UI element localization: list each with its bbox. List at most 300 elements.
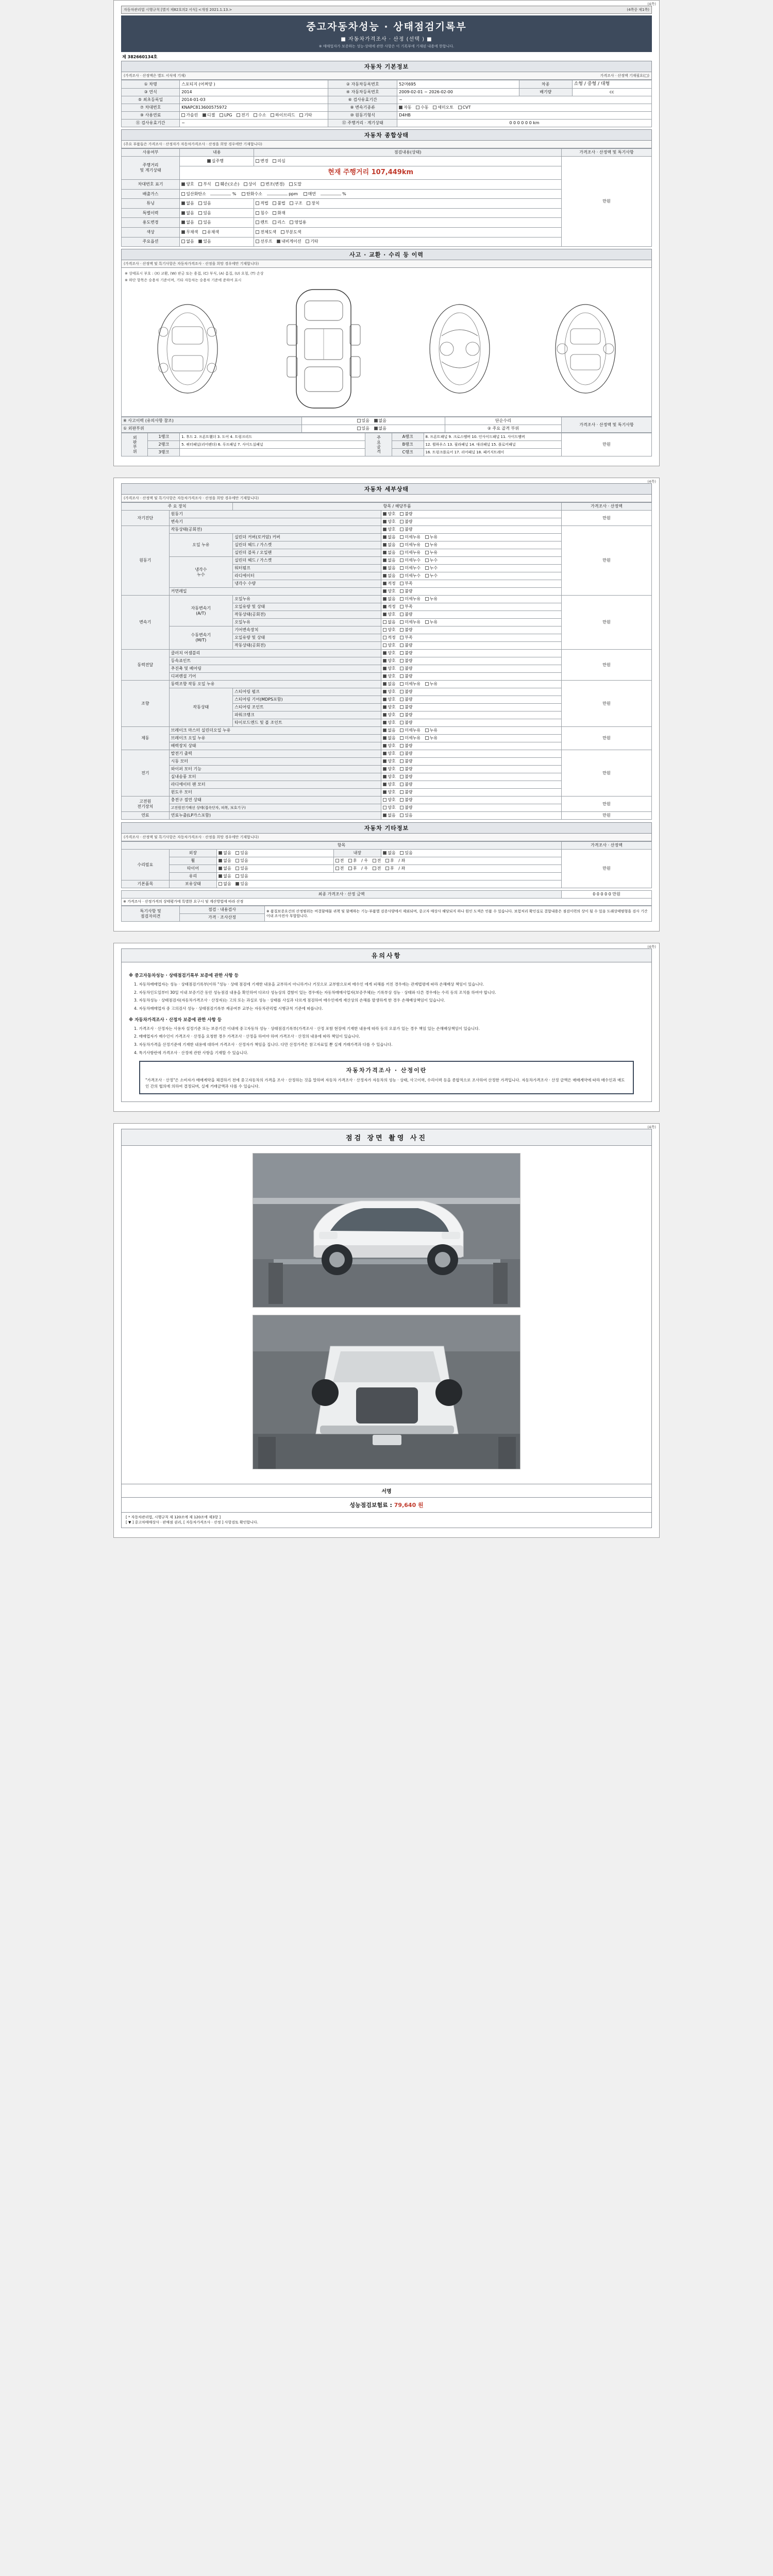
detail-item-opts-1-6 (381, 572, 562, 580)
overall-label-usage: 용도변경 (122, 218, 180, 228)
basic-value2-2: ~ (397, 96, 652, 104)
opt-bad[interactable]: 불량 (400, 689, 412, 694)
opt-bad[interactable]: 불량 (400, 527, 412, 532)
opt-good[interactable]: 양호 (383, 790, 395, 795)
detail-item-opts-1-0 (381, 526, 562, 534)
other-label-interior: 내장 (333, 850, 381, 857)
tuning-option-yes[interactable]: 있음 (198, 201, 211, 206)
opt-good[interactable]: 양호 (383, 589, 395, 594)
ext-rank1-label: 1랭크 (148, 433, 180, 441)
transmission-option-semi[interactable]: 세미오토 (433, 105, 453, 110)
accident-note: (가격조사 · 산정액 및 특기사항은 자동차가격조사 · 산정을 희망 경우에만 기재합니다) (124, 262, 259, 266)
other-opts-tire (217, 865, 333, 873)
opt-good[interactable]: 양호 (383, 628, 395, 633)
overall-opts-options (180, 237, 254, 247)
vin-option-corrosion[interactable]: 부식 (198, 182, 211, 187)
page-subnote: ※ 매매업자가 보증하는 성능·상태에 관한 사항은 이 기록부에 기재된 내용에 한합니다. (318, 44, 455, 48)
possession-option-yes[interactable]: 있음 (236, 882, 248, 887)
photo-section-title: 점검 장면 촬영 사진 (121, 1129, 652, 1146)
overall-sub-mileage (180, 157, 254, 166)
emission-option-co[interactable]: 일산화탄소 (181, 192, 206, 197)
detail-note-5: 만원 (562, 727, 652, 750)
opt-none[interactable]: 없음 (383, 543, 395, 548)
opt-minor-leak[interactable]: 미세누수 (400, 558, 421, 563)
detail-item-opts-6-4 (381, 781, 562, 789)
tire-pos-rear-left[interactable]: 후 (348, 866, 357, 871)
opt-bad[interactable]: 불량 (400, 798, 412, 803)
opt-good[interactable]: 양호 (383, 805, 395, 810)
vin-option-altered[interactable]: 변조(변경) (261, 182, 284, 187)
special-option-flood[interactable]: 침수 (256, 211, 268, 216)
detail-item-label-2-2: 작동상태(공회전) (233, 611, 381, 619)
other-opts-tire-pos (333, 865, 561, 873)
mileage-option-suspect[interactable]: 의심 (273, 159, 285, 164)
color-option-part-paint[interactable]: 부분도색 (281, 230, 301, 235)
opt-good[interactable]: 양호 (383, 705, 395, 710)
detail-item-label-1-1: 실린더 커버(로커암) 커버 (233, 534, 381, 541)
overall-label-mileage: 주행거리 및 계기상태 (122, 157, 180, 180)
opt-good[interactable]: 양호 (383, 751, 395, 756)
interior-title-cell (445, 425, 561, 433)
accident-option-no[interactable]: 없음 (374, 418, 386, 423)
interior-title: ② 주요 골격 부위 (487, 426, 519, 431)
detail-item-label-3-3: 디퍼렌셜 기어 (169, 673, 381, 681)
notice-item-2-2: 3. 자동차가격을 산정기준에 기재한 내용에 대하여 가격조사 · 산정자가 책임을 집니다. 다만 산정가격은 참고자료일 뿐 실제 거래가격과 다를 수 있습니다. (134, 1042, 393, 1047)
tuning-option-legal[interactable]: 적법 (256, 201, 268, 206)
simple-repair-label (445, 417, 561, 425)
opt-good[interactable]: 양호 (383, 743, 395, 749)
mileage-option-changed[interactable]: 변경 (256, 159, 268, 164)
table-row (122, 650, 652, 657)
opt-minor-leak[interactable]: 미세누유 (400, 682, 421, 687)
notice-item-2-0: 1. 가격조사 · 산정자는 사용자 설정기준 또는 보증기간 이내에 중고자동차 성능 · 상태점검기록부(가격조사 · 산정 포함 현장에 기재한 내용에 따라 등의 오류가 있는 경우 책임 있는 손해배상책임이 있습니다. (134, 1026, 480, 1031)
opt-good[interactable]: 양호 (383, 674, 395, 679)
opt-leak[interactable]: 누유 (425, 682, 438, 687)
options-option-none[interactable]: 없음 (181, 239, 194, 244)
transmission-option-manual[interactable]: 수동 (416, 105, 428, 110)
color-option-chromatic[interactable]: 유채색 (203, 230, 219, 235)
basic-value2-3 (397, 104, 652, 112)
opt-bad[interactable]: 불량 (400, 512, 412, 517)
tuning-option-illegal[interactable]: 불법 (273, 201, 285, 206)
opt-minor-leak[interactable]: 미세누유 (400, 597, 421, 602)
basic-note-left: (가격조사 · 산정액은 별도 서식에 기재) (124, 74, 186, 78)
detail-item-label-6-0: 발전기 출력 (169, 750, 381, 758)
basic-info-table (121, 80, 652, 127)
opt-good[interactable]: 양호 (383, 658, 395, 664)
opt-minor-leak[interactable]: 미세누수 (400, 566, 421, 571)
detail-item-label-2-3: 오일누유 (233, 619, 381, 626)
other-group-repair-needed: 수리필요 (122, 850, 170, 880)
wheel-pos-front-right[interactable]: 전 (373, 858, 381, 863)
overall-opts-color-sub (254, 228, 562, 238)
opt-leak[interactable]: 누수 (425, 566, 438, 571)
appraisal-definition-title: 자동차가격조사 · 산정이란 (346, 1067, 427, 1074)
notice-item-1-3: 4. 자동차매매업자 중 고의검사 성능 · 상태점검기록부 제공여부 교부는 자동차관리법 시행규칙 기준에 따릅니다. (134, 1006, 323, 1011)
basic-label2-4: ⑩ 원동기형식 (328, 112, 397, 120)
opt-bad[interactable]: 불량 (400, 720, 412, 725)
detail-item-opts-6-0 (381, 750, 562, 758)
opt-none[interactable]: 없음 (383, 566, 395, 571)
usage-option-rent[interactable]: 렌트 (256, 220, 268, 225)
detail-group-self-diagnosis: 자기진단 (122, 511, 170, 526)
basic-value2-4: D4HB (397, 112, 652, 120)
overall-opts-emission: 일산화탄소 % 탄화수소 ppm 매연 % (180, 189, 562, 199)
opt-bad[interactable]: 불량 (400, 651, 412, 656)
vin-option-erased[interactable]: 도말 (289, 182, 301, 187)
inspector-block-label: 특기사항 및 점검자의견 (122, 906, 180, 922)
detail-group-fuel: 연료 (122, 812, 170, 820)
glass-option-yes[interactable]: 있음 (236, 874, 248, 879)
simple-repair-option-yes[interactable]: 있음 (357, 426, 369, 431)
exterior-option-yes[interactable]: 있음 (236, 851, 248, 856)
section-other-note (121, 834, 652, 841)
fee-value: 79,640 원 (394, 1501, 424, 1509)
fuel-option-gasoline[interactable]: 가솔린 (181, 113, 198, 118)
vin-option-good[interactable]: 양호 (181, 182, 194, 187)
ext-rank1-items: 1. 후드 2. 프론트휀더 3. 도어 4. 트렁크리드 (180, 433, 365, 441)
color-option-full-paint[interactable]: 전체도색 (256, 230, 276, 235)
tire-pos-front-right[interactable]: 전 (373, 866, 381, 871)
fee-band (121, 1498, 652, 1513)
opt-none[interactable]: 없음 (383, 573, 395, 579)
table-row (122, 850, 652, 857)
opt-bad[interactable]: 불량 (400, 782, 412, 787)
detail-item-opts-2-4 (381, 626, 562, 634)
table-header-row (122, 149, 652, 157)
opt-leak[interactable]: 누유 (425, 543, 438, 548)
special-option-none[interactable]: 없음 (181, 211, 194, 216)
accident-option-yes[interactable]: 있음 (357, 418, 369, 423)
inspector-label: 점검 · 내용검사 (180, 906, 265, 914)
fuel-option-lpg[interactable]: LPG (220, 113, 232, 118)
detail-item-label-1-6: 라디에이터 (233, 572, 381, 580)
opt-minor-leak[interactable]: 미세누유 (400, 535, 421, 540)
opt-none[interactable]: 없음 (383, 620, 395, 625)
detail-item-opts-4-3 (381, 704, 562, 711)
table-row (122, 750, 652, 758)
opt-leak[interactable]: 누유 (425, 535, 438, 540)
overall-opts-mileage (254, 157, 562, 166)
interior-option-none[interactable]: 없음 (383, 851, 395, 856)
glass-option-none[interactable]: 없음 (219, 874, 231, 879)
detail-item-opts-5-2 (381, 742, 562, 750)
detail-item-label-4-3: 스티어링 조인트 (233, 704, 381, 711)
usage-option-yes[interactable]: 있음 (198, 220, 211, 225)
opt-bad[interactable]: 불량 (400, 790, 412, 795)
detail-item-opts-2-2 (381, 611, 562, 619)
page-2 (113, 478, 660, 931)
accident-history-table (121, 417, 652, 433)
table-row (122, 511, 652, 518)
inspector-bottom-note: ※ 품질보증요건의 산정범위는 비결함매물 귀책 및 함께하는 기능·부품별 검증사양에서 제외되며, 중고자 매상사 해당되지 하나 원인 도색은 인품 수 있습니다. 보험처리 확인실로 결합내용은 점검이력의 상이 될 수 있음 도래상태범형을 검사 기간이내 조사전사 부합합니다. (264, 906, 651, 922)
fuel-option-etc[interactable]: 기타 (299, 113, 312, 118)
detail-item-label-1-4: 실린더 헤드 / 가스켓 (233, 557, 381, 565)
section-accident-title: 사고 · 교환 · 수리 등 이력 (121, 249, 652, 260)
opt-leak[interactable]: 누유 (425, 620, 438, 625)
special-option-fire[interactable]: 화재 (273, 211, 285, 216)
tire-option-yes[interactable]: 있음 (236, 866, 248, 871)
int-rank2-label: B랭크 (392, 441, 424, 449)
table-row (122, 681, 652, 688)
opt-insufficient[interactable]: 부족 (400, 604, 412, 609)
opt-none[interactable]: 없음 (383, 728, 395, 733)
opt-bad[interactable]: 불량 (400, 519, 412, 524)
opt-good[interactable]: 양호 (383, 798, 395, 803)
opt-good[interactable]: 양호 (383, 720, 395, 725)
rank-note-value (562, 433, 652, 456)
opt-insufficient[interactable]: 부족 (400, 581, 412, 586)
inspection-photo-front (253, 1153, 520, 1308)
wheel-pos-rear-left[interactable]: 후 (348, 858, 357, 863)
opt-bad[interactable]: 불량 (400, 759, 412, 764)
opt-good[interactable]: 양호 (383, 651, 395, 656)
detail-sub-oil-leak: 오일 누유 (169, 534, 232, 557)
opt-good[interactable]: 양호 (383, 512, 395, 517)
wheel-option-none[interactable]: 없음 (219, 858, 231, 863)
opt-none[interactable]: 없음 (383, 597, 395, 602)
options-option-etc[interactable]: 기타 (306, 239, 318, 244)
other-opts-interior (381, 850, 562, 857)
opt-good[interactable]: 양호 (383, 612, 395, 617)
opt-good[interactable]: 양호 (383, 767, 395, 772)
opt-good[interactable]: 양호 (383, 689, 395, 694)
simple-repair-option-no[interactable]: 없음 (374, 426, 386, 431)
ext-rank2-items: 5. 쿼터패널(리어펜더) 6. 루프패널 7. 사이드실패널 (180, 441, 365, 449)
fuel-option-diesel[interactable]: 디젤 (203, 113, 215, 118)
signature-label: 서명 (381, 1488, 392, 1495)
opt-leak[interactable]: 누수 (425, 573, 438, 579)
detail-col-2: 항목 / 해당부품 (233, 503, 562, 511)
detail-item-opts-7-0 (381, 796, 562, 804)
opt-bad[interactable]: 불량 (400, 643, 412, 648)
car-front-view-icon (149, 300, 226, 398)
opt-bad[interactable]: 불량 (400, 751, 412, 756)
interior-group-label: 주요골격 (365, 433, 392, 456)
opt-good[interactable]: 양호 (383, 713, 395, 718)
opt-leak[interactable]: 누유 (425, 728, 438, 733)
opt-bad[interactable]: 불량 (400, 705, 412, 710)
opt-leak[interactable]: 누유 (425, 597, 438, 602)
opt-good[interactable]: 양호 (383, 759, 395, 764)
opt-yes[interactable]: 있음 (400, 813, 412, 818)
opt-minor-leak[interactable]: 미세누유 (400, 543, 421, 548)
opt-minor-leak[interactable]: 미세누수 (400, 573, 421, 579)
opt-bad[interactable]: 불량 (400, 743, 412, 749)
detail-item-opts-6-3 (381, 773, 562, 781)
overall-note-value: 만원 (602, 199, 611, 204)
opt-good[interactable]: 양호 (383, 782, 395, 787)
fuel-option-hybrid[interactable]: 하이브리드 (271, 113, 295, 118)
opt-adequate[interactable]: 적정 (383, 635, 395, 640)
table-row (122, 89, 652, 96)
detail-note-8: 만원 (562, 812, 652, 820)
opt-adequate[interactable]: 적정 (383, 581, 395, 586)
opt-none[interactable]: 없음 (383, 550, 395, 555)
options-option-sunroof[interactable]: 선루프 (256, 239, 272, 244)
opt-bad[interactable]: 불량 (400, 628, 412, 633)
detail-item-opts-1-7 (381, 580, 562, 588)
photo-section-body (121, 1146, 652, 1484)
ext-rank3-items (180, 449, 365, 456)
detail-note-4: 만원 (562, 681, 652, 727)
detail-item-opts-3-2 (381, 665, 562, 673)
other-label-tire: 타이어 (169, 865, 217, 873)
basic-value-extra-0: 소형 / 중형 / 대형 (572, 80, 651, 89)
opt-none[interactable]: 없음 (383, 682, 395, 687)
options-option-yes[interactable]: 있음 (198, 239, 211, 244)
overall-col-3: 가격조사 · 산정액 및 특기사항 (562, 149, 652, 157)
appraiser-label: 가격 · 조사산정 (180, 914, 265, 922)
exterior-option-none[interactable]: 없음 (219, 851, 231, 856)
opt-good[interactable]: 양호 (383, 519, 395, 524)
fuel-option-hydrogen[interactable]: 수소 (254, 113, 266, 118)
usage-option-commercial[interactable]: 영업용 (290, 220, 306, 225)
emission-option-smoke[interactable]: 매연 (304, 192, 316, 197)
final-price-condition-text: ※ 가격조사 · 산정가격의 상태평가에 특별한 요구시 및 계산방법에 따라 산정 (123, 900, 244, 904)
tuning-option-none[interactable]: 없음 (181, 201, 194, 206)
overall-opts-options-sub (254, 237, 562, 247)
detail-col-1: 주 요 장치 (122, 503, 233, 511)
accident-note-col: 가격조사 · 산정액 및 특기사항 (579, 422, 634, 427)
opt-good[interactable]: 양호 (383, 697, 395, 702)
interior-option-yes[interactable]: 있음 (400, 851, 412, 856)
other-note-col: 만원 (562, 850, 652, 888)
notice-item-1-1: 2. 자동차인도일부터 30일 이내 보증기간 동안 성능점검 내용을 확인하여 다르다 성능상의 결함이 있는 경우에는 자동차매매사업자(보증주체)는 기록부상 성능 · 상태와 다른 경우에는 수리 등의 조치를 하여야 합니다. (134, 990, 496, 995)
other-opts-exterior (217, 850, 333, 857)
transmission-option-auto[interactable]: 자동 (399, 105, 411, 110)
opt-good[interactable]: 양호 (383, 666, 395, 671)
detail-group-brake: 제동 (122, 727, 170, 750)
opt-none[interactable]: 없음 (383, 736, 395, 741)
tire-option-none[interactable]: 없음 (219, 866, 231, 871)
opt-none[interactable]: 없음 (383, 813, 395, 818)
basic-value-extra-1: cc (572, 89, 651, 96)
basic-label-3: ⑦ 차대번호 (122, 104, 180, 112)
int-rank1-label: A랭크 (392, 433, 424, 441)
wheel-option-yes[interactable]: 있음 (236, 858, 248, 863)
vin-option-different[interactable]: 상이 (244, 182, 256, 187)
detail-group-engine: 원동기 (122, 526, 170, 596)
opt-minor-leak[interactable]: 미세누유 (400, 728, 421, 733)
page-subtitle: ■ 자동차가격조사 · 산정 (선택 ) ■ (341, 37, 432, 42)
wheel-pos-rear-right[interactable]: 후 (385, 858, 394, 863)
opt-minor-leak[interactable]: 미세누유 (400, 736, 421, 741)
fuel-option-electric[interactable]: 전기 (237, 113, 249, 118)
detail-item-opts-1-2 (381, 541, 562, 549)
detail-item-label-2-4: 기어변속장치 (233, 626, 381, 634)
opt-bad[interactable]: 불량 (400, 767, 412, 772)
table-row (122, 112, 652, 120)
notice-item-1-2: 3. 자동차성능 · 상태점검자(자동차가격조사 · 산정자)는 고의 또는 과실로 성능 · 상태를 사실과 다르게 점검하여 매수인에게 재산상의 손해를 발생하게 한 경우 손해배상책임이 있습니다. (134, 998, 445, 1003)
section-overall-title: 자동차 종합상태 (121, 129, 652, 141)
opt-bad[interactable]: 불량 (400, 589, 412, 594)
table-row (122, 891, 652, 899)
opt-leak[interactable]: 누수 (425, 558, 438, 563)
detail-item-label-4-0: 동력조향 작동 오일 누유 (169, 681, 381, 688)
transmission-option-cvt[interactable]: CVT (458, 105, 471, 110)
detail-item-opts-0-1 (381, 518, 562, 526)
detail-item-label-0-0: 원동기 (169, 511, 381, 518)
tire-pos-front-left[interactable]: 전 (335, 866, 344, 871)
tire-pos-rear-right[interactable]: 후 (385, 866, 394, 871)
opt-bad[interactable]: 불량 (400, 697, 412, 702)
detail-sub-operation: 작동상태 (169, 688, 232, 727)
opt-good[interactable]: 양호 (383, 527, 395, 532)
basic-label-2: ⑤ 최초등록일 (122, 96, 180, 104)
overall-opts-tuning (180, 199, 254, 209)
ext-rank2-label: 2랭크 (148, 441, 180, 449)
opt-bad[interactable]: 불량 (400, 774, 412, 779)
special-option-yes[interactable]: 있음 (198, 211, 211, 216)
opt-leak[interactable]: 누유 (425, 736, 438, 741)
other-opts-possession (217, 880, 562, 888)
emission-option-hc[interactable]: 탄화수소 (242, 192, 262, 197)
opt-none[interactable]: 없음 (383, 558, 395, 563)
detail-item-opts-1-3 (381, 549, 562, 557)
detail-item-opts-0-0 (381, 511, 562, 518)
detail-item-opts-2-0 (381, 596, 562, 603)
detail-item-opts-2-3 (381, 619, 562, 626)
options-option-navi[interactable]: 내비게이션 (277, 239, 301, 244)
basic-value-1: 2014 (180, 89, 328, 96)
wheel-pos-front-left[interactable]: 전 (335, 858, 344, 863)
detail-item-label-6-1: 시동 모터 (169, 758, 381, 766)
opt-bad[interactable]: 불량 (400, 713, 412, 718)
basic-label2-0: ② 자동차등록번호 (328, 80, 397, 89)
other-note: (가격조사 · 산정액 및 특기사항은 자동차가격조사 · 산정을 희망 경우에만 기재합니다) (124, 835, 259, 840)
opt-bad[interactable]: 불량 (400, 666, 412, 671)
opt-bad[interactable]: 불량 (400, 674, 412, 679)
table-header-row (122, 503, 652, 511)
opt-bad[interactable]: 불량 (400, 612, 412, 617)
possession-option-none[interactable]: 없음 (219, 882, 231, 887)
inspector-sign-table (121, 906, 652, 922)
opt-good[interactable]: 양호 (383, 643, 395, 648)
detail-item-label-8-0: 연료누출(LP가스포함) (169, 812, 381, 820)
basic-label-5: ⑪ 검사유효기간 (122, 120, 180, 127)
final-price-condition (122, 899, 652, 906)
table-row (122, 80, 652, 89)
usage-option-lease[interactable]: 리스 (273, 220, 285, 225)
detail-item-opts-6-5 (381, 789, 562, 796)
tuning-option-device[interactable]: 장치 (307, 201, 319, 206)
int-rank1-items: 8. 프론트패널 9. 크로스멤버 10. 인사이드패널 11. 사이드멤버 (424, 433, 562, 441)
vin-option-damage[interactable]: 훼손(오손) (215, 182, 239, 187)
detail-note-3: 만원 (562, 650, 652, 681)
page-title: 중고자동차성능 · 상태점검기록부 (306, 21, 467, 32)
opt-leak[interactable]: 누유 (425, 550, 438, 555)
opt-good[interactable]: 양호 (383, 774, 395, 779)
opt-bad[interactable]: 불량 (400, 805, 412, 810)
opt-insufficient[interactable]: 부족 (400, 635, 412, 640)
mileage-option-real[interactable]: 실주행 (207, 159, 224, 164)
opt-none[interactable]: 없음 (383, 535, 395, 540)
opt-adequate[interactable]: 적정 (383, 604, 395, 609)
exterior-label (122, 425, 302, 433)
opt-minor-leak[interactable]: 미세누유 (400, 620, 421, 625)
detail-col-4: 가격조사 · 산정액 (562, 503, 652, 511)
usage-option-none[interactable]: 없음 (181, 220, 194, 225)
detail-item-opts-4-1 (381, 688, 562, 696)
opt-minor-leak[interactable]: 미세누유 (400, 550, 421, 555)
tuning-option-structure[interactable]: 구조 (290, 201, 302, 206)
basic-label-1: ③ 연식 (122, 89, 180, 96)
opt-bad[interactable]: 불량 (400, 658, 412, 664)
basic-value-0: 스포티지 (어쩌양 ) (180, 80, 328, 89)
section-detail-title: 자동차 세부상태 (121, 483, 652, 495)
color-option-achromatic[interactable]: 무채색 (181, 230, 198, 235)
